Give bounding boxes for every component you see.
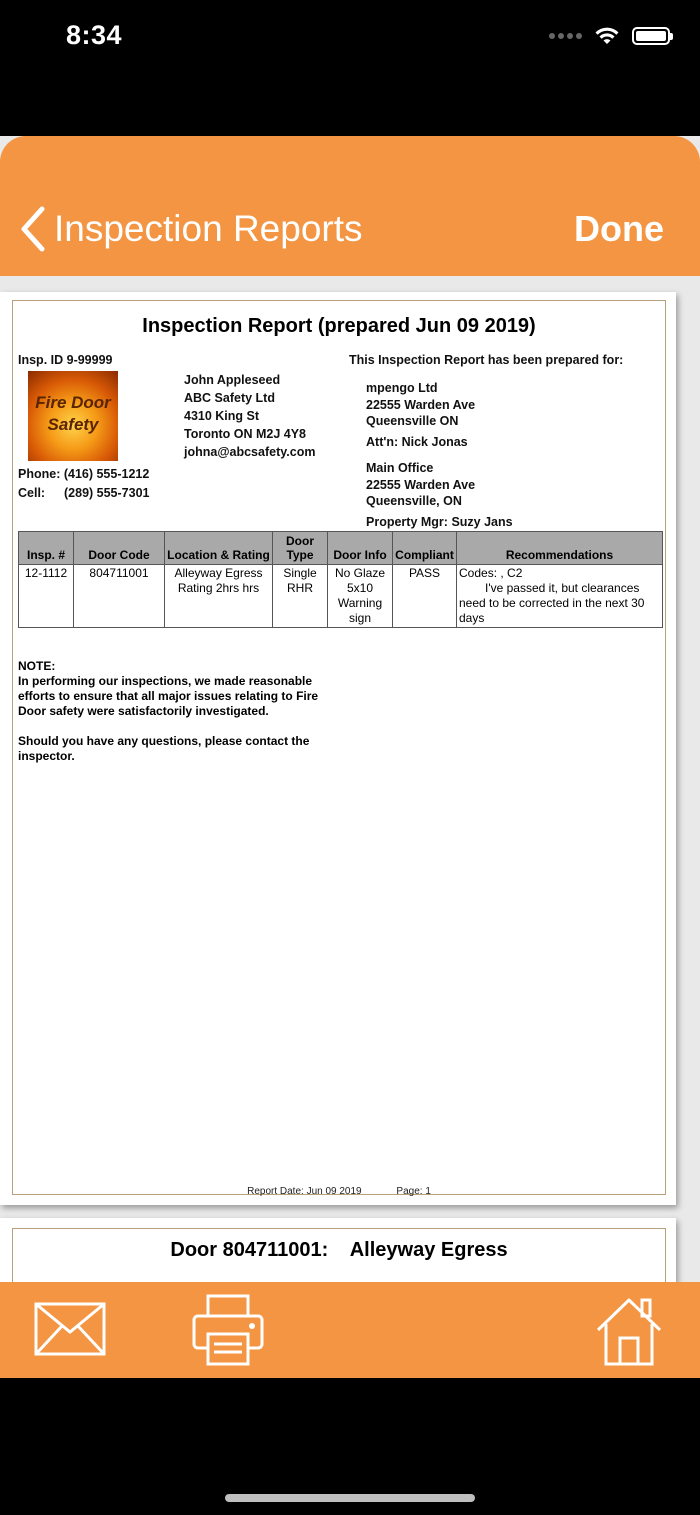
cell-compliant: PASS [393, 565, 457, 628]
inspector-address [184, 371, 315, 461]
inspector-company: ABC Safety Ltd [184, 391, 275, 405]
note-paragraph-2: Should you have any questions, please contact the inspector. [18, 734, 310, 763]
status-time: 8:34 [66, 20, 123, 50]
footer-page: Page: 1 [396, 1186, 431, 1197]
footer-date: Report Date: Jun 09 2019 [247, 1186, 362, 1197]
print-button[interactable] [192, 1294, 264, 1373]
property-manager [366, 514, 513, 531]
inspector-email: johna@abcsafety.com [184, 445, 316, 459]
client-attn [366, 434, 513, 451]
door-type-line1: Single [283, 566, 317, 580]
client-address [366, 380, 513, 530]
col-recommendations: Recommendations [457, 532, 663, 565]
envelope-icon [34, 1302, 106, 1356]
report-page [0, 292, 676, 1205]
back-button[interactable] [20, 206, 363, 252]
app-screen [0, 136, 700, 1378]
battery-icon [632, 27, 670, 45]
inspector-name: John Appleseed [184, 373, 281, 387]
client-city: Queensville ON [366, 414, 459, 428]
report-footer [13, 1186, 665, 1197]
door-info-line4: sign [348, 611, 371, 625]
table-row [19, 565, 663, 628]
home-indicator[interactable] [225, 1494, 475, 1502]
wifi-icon [594, 26, 620, 46]
cell-location [165, 565, 273, 628]
company-logo [28, 371, 118, 461]
door-type-line2: RHR [287, 581, 313, 595]
printer-icon [192, 1294, 264, 1368]
attn-label: Att'n: [366, 434, 399, 449]
col-insp: Insp. # [19, 532, 74, 565]
home-button[interactable] [594, 1294, 664, 1373]
bottom-toolbar [0, 1282, 700, 1378]
col-door-type: Door Type [273, 532, 328, 565]
table-header-row [19, 532, 663, 565]
location-line2: Rating 2hrs hrs [177, 581, 260, 595]
inspector-cell-label: Cell: [18, 486, 46, 500]
col-door-code: Door Code [74, 532, 165, 565]
door-header: Door 804711001: Alleyway Egress [170, 1239, 508, 1261]
inspector-city: Toronto ON M2J 4Y8 [184, 427, 307, 441]
chevron-left-icon [20, 206, 46, 252]
prepared-for-label: This Inspection Report has been prepared for: [349, 353, 624, 367]
inspector-street: 4310 King St [184, 409, 260, 423]
logo-text-line2: Safety [47, 415, 99, 434]
col-location: Location & Rating [165, 532, 273, 565]
col-door-info: Door Info [328, 532, 393, 565]
door-info-line2: 5x10 [346, 581, 374, 595]
cell-door-info [328, 565, 393, 628]
navigation-bar [0, 136, 700, 276]
office-city: Queensville, ON [366, 494, 462, 508]
logo-text-line1: Fire Door [35, 393, 111, 412]
inspector-phone: Phone: (416) 555-1212 [18, 467, 150, 481]
cell-recommendations [457, 565, 663, 628]
report-title: Inspection Report (prepared Jun 09 2019) [142, 315, 536, 337]
status-icons [549, 26, 670, 46]
client-company: mpengo Ltd [366, 381, 438, 395]
mgr-name: Suzy Jans [451, 514, 513, 529]
signal-icon [549, 33, 582, 39]
report-note [18, 659, 328, 764]
cell-door-code: 804711001 [74, 565, 165, 628]
attn-name: Nick Jonas [401, 434, 468, 449]
home-icon [594, 1294, 664, 1368]
door-info-line3: Warning [337, 596, 383, 610]
done-button[interactable]: Done [574, 208, 664, 249]
inspection-id: Insp. ID 9-99999 [18, 353, 113, 367]
cell-door-type [273, 565, 328, 628]
note-paragraph-1: In performing our inspections, we made reasonable efforts to ensure that all major issues relating to Fire Door safety were satisfactorily investigated. [18, 674, 319, 718]
rec-text: I've passed it, but clearances need to be corrected in the next 30 days [459, 581, 645, 625]
email-button[interactable] [34, 1302, 106, 1361]
mgr-label: Property Mgr: [366, 514, 448, 529]
cell-insp: 12-1112 [19, 565, 74, 628]
location-line1: Alleyway Egress [174, 566, 263, 580]
office-label: Main Office [366, 461, 434, 475]
back-label: Inspection Reports [54, 208, 363, 249]
door-info-line1: No Glaze [334, 566, 386, 580]
note-label: NOTE: [18, 659, 56, 673]
inspection-table [18, 531, 663, 628]
inspector-cell: (289) 555-7301 [64, 486, 150, 500]
col-compliant: Compliant [393, 532, 457, 565]
office-street: 22555 Warden Ave [366, 477, 476, 492]
report-frame [12, 300, 666, 1195]
client-street: 22555 Warden Ave [366, 397, 476, 412]
rec-codes: Codes: , C2 [459, 566, 523, 580]
